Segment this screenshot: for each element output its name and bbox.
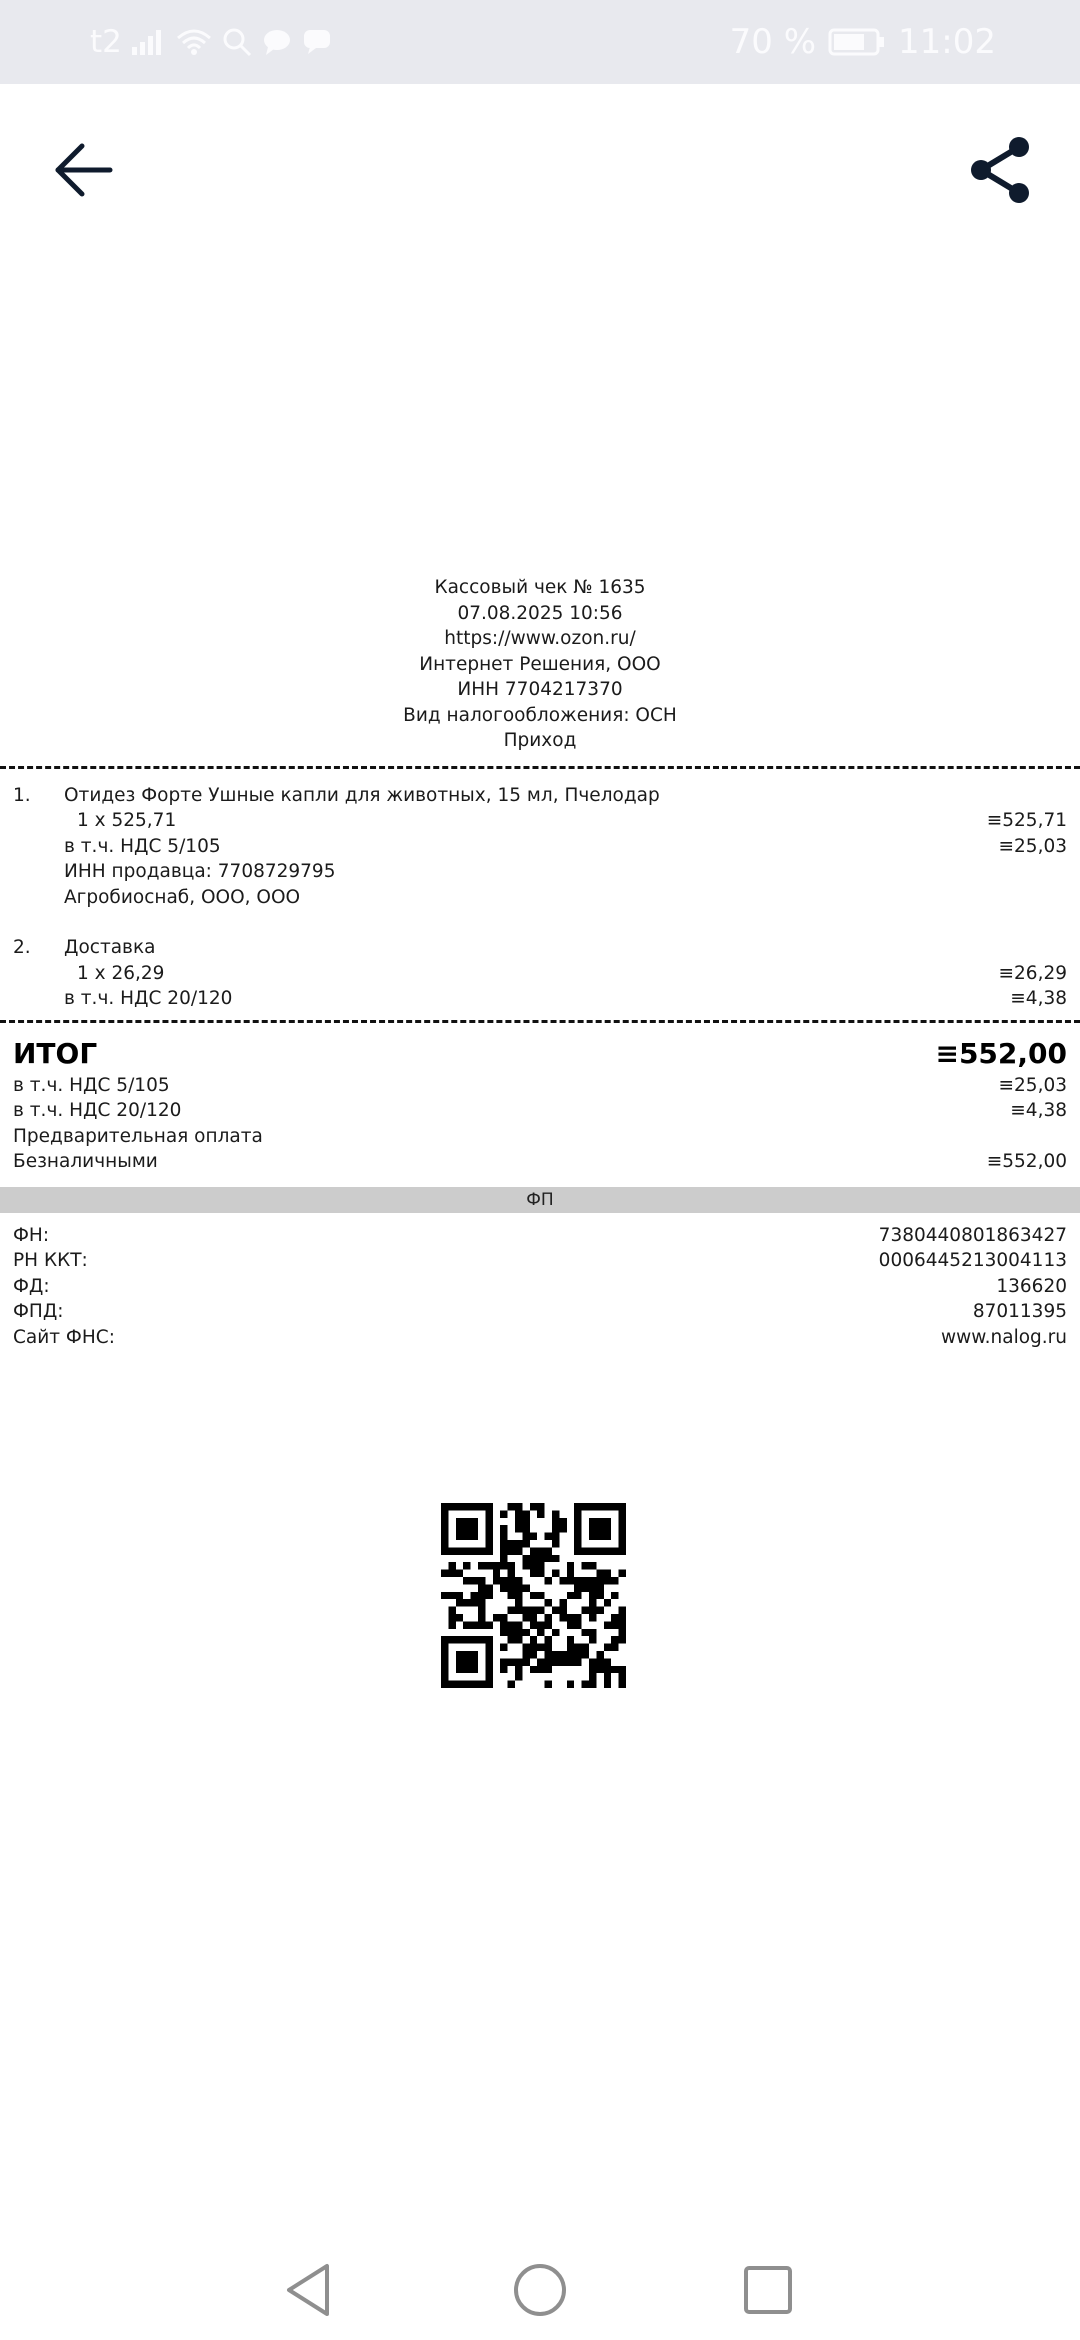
battery-percent: 70 % xyxy=(729,22,817,62)
receipt-inn: ИНН 7704217370 xyxy=(457,679,623,700)
receipt-header xyxy=(0,575,1080,754)
status-right xyxy=(730,0,996,84)
fiscal-row xyxy=(13,1325,1067,1351)
signal-icon xyxy=(132,29,166,55)
total-value: ≡552,00 xyxy=(935,1036,1067,1070)
item-qty-price: 1 x 26,29 xyxy=(77,962,165,984)
list-item xyxy=(13,935,1067,961)
search-icon xyxy=(222,27,252,57)
total-vat1-value: ≡25,03 xyxy=(998,1074,1067,1096)
home-circle-icon xyxy=(512,2262,568,2318)
clock: 11:02 xyxy=(898,22,996,62)
arrow-left-icon xyxy=(54,142,114,198)
back-button[interactable] xyxy=(48,134,120,206)
wifi-icon xyxy=(176,28,212,56)
item-name: Отидез Форте Ушные капли для животных, 15 мл, Пчелодар xyxy=(64,784,660,806)
receipt xyxy=(0,575,1080,1350)
fiscal-label: ФН: xyxy=(13,1224,50,1246)
item-seller-name-row xyxy=(13,885,1067,911)
total-row xyxy=(13,1035,1067,1073)
receipt-url: https://www.ozon.ru/ xyxy=(444,628,636,649)
receipt-title: Кассовый чек № 1635 xyxy=(434,577,646,598)
receipt-operation: Приход xyxy=(503,730,577,751)
fp-section-bar: ФП xyxy=(0,1187,1080,1213)
item-vat-row xyxy=(13,834,1067,860)
total-vat2-value: ≡4,38 xyxy=(1010,1100,1067,1121)
total-vat2-label: в т.ч. НДС 20/120 xyxy=(13,1100,182,1121)
item-vat-label: в т.ч. НДС 5/105 xyxy=(64,835,221,857)
item-seller-name: Агробиоснаб, ООО, ООО xyxy=(64,886,301,908)
chat-icon xyxy=(262,28,292,56)
nav-home-button[interactable] xyxy=(510,2260,570,2320)
fiscal-data xyxy=(0,1213,1080,1351)
list-item xyxy=(13,783,1067,809)
battery-icon xyxy=(828,28,886,56)
system-nav-bar xyxy=(0,2240,1080,2340)
item-vat-amount: ≡4,38 xyxy=(1010,988,1067,1009)
fiscal-row xyxy=(13,1274,1067,1300)
total-label: ИТОГ xyxy=(13,1036,98,1070)
status-left xyxy=(90,0,332,84)
prepayment-label: Предварительная оплата xyxy=(13,1125,263,1147)
cashless-label: Безналичными xyxy=(13,1151,158,1172)
item-qty-row xyxy=(13,808,1067,834)
total-vat1-row xyxy=(13,1073,1067,1099)
fiscal-label: ФД: xyxy=(13,1275,50,1297)
item-qty-row xyxy=(13,961,1067,987)
receipt-items xyxy=(0,769,1080,1020)
qr-code-icon xyxy=(441,1503,626,1688)
receipt-datetime: 07.08.2025 10:56 xyxy=(457,602,623,624)
receipt-company: Интернет Решения, ООО xyxy=(419,653,661,675)
fiscal-value: 87011395 xyxy=(972,1301,1067,1322)
cashless-row xyxy=(13,1149,1067,1175)
fiscal-label: Сайт ФНС: xyxy=(13,1326,115,1348)
total-vat2-row xyxy=(13,1098,1067,1124)
fiscal-value: www.nalog.ru xyxy=(940,1326,1067,1348)
item-vat-amount: ≡25,03 xyxy=(998,835,1067,857)
fiscal-label: ФПД: xyxy=(13,1301,64,1322)
item-amount: ≡525,71 xyxy=(986,810,1067,831)
share-button[interactable] xyxy=(964,134,1036,206)
carrier-label: t2 xyxy=(90,24,122,60)
back-triangle-icon xyxy=(283,2262,333,2318)
message-icon xyxy=(302,28,332,56)
item-name: Доставка xyxy=(64,937,156,958)
item-seller-inn-row xyxy=(13,859,1067,885)
item-seller-inn: ИНН продавца: 7708729795 xyxy=(64,861,336,882)
fiscal-row xyxy=(13,1223,1067,1249)
fiscal-label: РН ККТ: xyxy=(13,1250,88,1271)
share-icon xyxy=(969,137,1031,203)
nav-recents-button[interactable] xyxy=(738,2260,798,2320)
nav-back-button[interactable] xyxy=(278,2260,338,2320)
item-vat-row xyxy=(13,986,1067,1012)
item-number: 1. xyxy=(13,784,31,806)
total-vat1-label: в т.ч. НДС 5/105 xyxy=(13,1074,170,1096)
fiscal-row xyxy=(13,1248,1067,1274)
fiscal-row xyxy=(13,1299,1067,1325)
fiscal-value: 7380440801863427 xyxy=(878,1224,1067,1246)
receipt-totals xyxy=(0,1023,1080,1187)
fiscal-value: 0006445213004113 xyxy=(878,1250,1067,1271)
app-bar xyxy=(0,84,1080,254)
recents-square-icon xyxy=(742,2264,794,2316)
item-amount: ≡26,29 xyxy=(998,962,1067,984)
receipt-tax-system: Вид налогообложения: ОСН xyxy=(403,704,677,726)
prepayment-row xyxy=(13,1124,1067,1150)
fiscal-value: 136620 xyxy=(996,1275,1067,1297)
item-number: 2. xyxy=(13,937,31,958)
cashless-value: ≡552,00 xyxy=(986,1151,1067,1172)
status-bar xyxy=(0,0,1080,84)
item-vat-label: в т.ч. НДС 20/120 xyxy=(64,988,233,1009)
item-qty-price: 1 x 525,71 xyxy=(77,810,177,831)
